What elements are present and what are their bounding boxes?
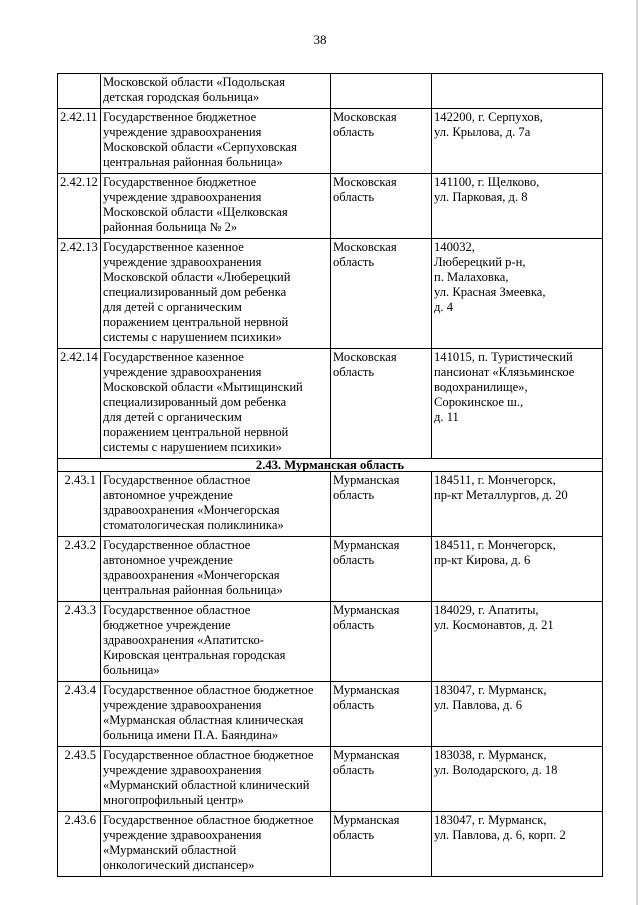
address-cell-line: 184511, г. Мончегорск,	[434, 473, 556, 487]
table-row	[58, 74, 603, 109]
region-cell	[331, 239, 432, 349]
region-cell	[331, 109, 432, 174]
address-cell	[432, 74, 603, 109]
institution-name-line: учреждение здравоохранения	[103, 763, 262, 777]
address-cell	[432, 682, 603, 747]
region-cell-line: Московская	[333, 110, 397, 124]
institution-name-line: учреждение здравоохранения	[103, 190, 262, 204]
address-cell-line: 141015, п. Туристический	[434, 350, 573, 364]
table-row	[58, 812, 603, 877]
address-cell-line: 183047, г. Мурманск,	[434, 813, 547, 827]
address-cell-line: ул. Красная Змеевка,	[434, 285, 546, 299]
region-cell-line: Московская	[333, 240, 397, 254]
region-cell	[331, 747, 432, 812]
institution-name	[101, 109, 331, 174]
institution-name-line: Московской области «Серпуховская	[103, 140, 297, 154]
institution-name-line: Московской области «Подольская	[103, 75, 286, 89]
table-row	[58, 174, 603, 239]
address-cell-line: ул. Космонавтов, д. 21	[434, 618, 554, 632]
region-cell	[331, 74, 432, 109]
institution-name-line: Государственное областное бюджетное	[103, 683, 314, 697]
institution-name-line: здравоохранения «Мончегорская	[103, 503, 280, 517]
address-cell-line: д. 4	[434, 300, 454, 314]
region-cell-line: Мурманская	[333, 538, 400, 552]
institution-name-line: для детей с органическим	[103, 300, 242, 314]
address-cell-line: пансионат «Клязьминское	[434, 365, 575, 379]
table-row	[58, 349, 603, 459]
institution-name-line: автономное учреждение	[103, 488, 233, 502]
region-cell	[331, 349, 432, 459]
address-cell	[432, 812, 603, 877]
institution-name-line: Государственное областное	[103, 603, 251, 617]
institution-name-line: бюджетное учреждение	[103, 618, 231, 632]
institution-name-line: специализированный дом ребенка	[103, 395, 287, 409]
address-cell-line: 140032,	[434, 240, 475, 254]
institution-name-line: детская городская больница»	[103, 90, 260, 104]
institution-name-line: больница имени П.А. Баяндина»	[103, 728, 279, 742]
table-row	[58, 472, 603, 537]
institution-name	[101, 239, 331, 349]
address-cell	[432, 349, 603, 459]
institution-name-line: учреждение здравоохранения	[103, 698, 262, 712]
region-cell-line: область	[333, 488, 375, 502]
row-number: 2.43.3	[58, 602, 101, 682]
institution-name	[101, 812, 331, 877]
address-cell-line: 142200, г. Серпухов,	[434, 110, 543, 124]
region-cell-line: Московская	[333, 175, 397, 189]
institution-name-line: поражением центральной нервной	[103, 425, 289, 439]
address-cell-line: 184029, г. Апатиты,	[434, 603, 539, 617]
institution-name-line: больница»	[103, 663, 160, 677]
address-cell	[432, 239, 603, 349]
institution-name-line: центральная районная больница»	[103, 583, 283, 597]
institution-name-line: «Мурманский областной	[103, 843, 237, 857]
table-row	[58, 747, 603, 812]
institution-name-line: Московской области «Мытищинский	[103, 380, 303, 394]
address-cell-line: ул. Володарского, д. 18	[434, 763, 558, 777]
institution-name	[101, 349, 331, 459]
institution-name-line: стоматологическая поликлиника»	[103, 518, 284, 532]
region-cell-line: область	[333, 553, 375, 567]
address-cell-line: Сорокинское ш.,	[434, 395, 524, 409]
institution-name	[101, 174, 331, 239]
institution-name-line: учреждение здравоохранения	[103, 125, 262, 139]
address-cell-line: ул. Парковая, д. 8	[434, 190, 528, 204]
moscow-region-rows	[58, 74, 603, 459]
region-cell-line: область	[333, 618, 375, 632]
region-cell-line: Мурманская	[333, 603, 400, 617]
institution-name	[101, 747, 331, 812]
page-edge-shadow	[636, 0, 638, 905]
row-number	[58, 74, 101, 109]
institution-name	[101, 537, 331, 602]
institution-name-line: Государственное областное	[103, 538, 251, 552]
row-number: 2.42.12	[58, 174, 101, 239]
address-cell-line: ул. Крылова, д. 7а	[434, 125, 531, 139]
address-cell	[432, 472, 603, 537]
section-header-row	[58, 459, 603, 472]
institution-name-line: онкологический диспансер»	[103, 858, 255, 872]
institution-name-line: Московской области «Люберецкий	[103, 270, 291, 284]
address-cell-line: Люберецкий р-н,	[434, 255, 526, 269]
institution-name-line: Московской области «Щелковская	[103, 205, 288, 219]
region-cell	[331, 174, 432, 239]
institution-name-line: Государственное областное бюджетное	[103, 748, 314, 762]
institution-name-line: системы с нарушением психики»	[103, 330, 282, 344]
murmansk-region-rows	[58, 472, 603, 877]
row-number: 2.43.2	[58, 537, 101, 602]
region-cell-line: область	[333, 698, 375, 712]
institution-name-line: здравоохранения «Мончегорская	[103, 568, 280, 582]
region-cell-line: Мурманская	[333, 748, 400, 762]
institution-name-line: Кировская центральная городская	[103, 648, 286, 662]
address-cell-line: водохранилище»,	[434, 380, 528, 394]
institution-name-line: учреждение здравоохранения	[103, 365, 262, 379]
table-row	[58, 682, 603, 747]
institution-name	[101, 74, 331, 109]
table-row	[58, 109, 603, 174]
region-cell-line: область	[333, 763, 375, 777]
row-number: 2.42.11	[58, 109, 101, 174]
address-cell	[432, 174, 603, 239]
institution-name-line: «Мурманская областная клиническая	[103, 713, 304, 727]
region-cell	[331, 602, 432, 682]
table-row	[58, 602, 603, 682]
address-cell-line: пр-кт Металлургов, д. 20	[434, 488, 568, 502]
address-cell-line: 141100, г. Щелково,	[434, 175, 540, 189]
address-cell	[432, 602, 603, 682]
institution-name-line: специализированный дом ребенка	[103, 285, 287, 299]
region-cell	[331, 682, 432, 747]
row-number: 2.42.14	[58, 349, 101, 459]
institution-name-line: для детей с органическим	[103, 410, 242, 424]
table-row	[58, 239, 603, 349]
institution-name	[101, 682, 331, 747]
address-cell	[432, 109, 603, 174]
region-cell-line: область	[333, 125, 375, 139]
address-cell-line: 184511, г. Мончегорск,	[434, 538, 556, 552]
address-cell-line: 183038, г. Мурманск,	[434, 748, 547, 762]
institution-name-line: районная больница № 2»	[103, 220, 238, 234]
institution-name-line: многопрофильный центр»	[103, 793, 244, 807]
institution-name-line: центральная районная больница»	[103, 155, 283, 169]
institution-name-line: Государственное казенное	[103, 350, 244, 364]
region-cell	[331, 537, 432, 602]
institution-name-line: учреждение здравоохранения	[103, 255, 262, 269]
institution-name	[101, 472, 331, 537]
address-cell-line: ул. Павлова, д. 6	[434, 698, 523, 712]
address-cell-line: пр-кт Кирова, д. 6	[434, 553, 531, 567]
region-cell-line: Мурманская	[333, 473, 400, 487]
institution-name-line: Государственное бюджетное	[103, 110, 257, 124]
page-number: 38	[313, 32, 327, 47]
address-cell	[432, 537, 603, 602]
institution-name-line: Государственное казенное	[103, 240, 244, 254]
institution-name-line: системы с нарушением психики»	[103, 440, 282, 454]
table-row	[58, 537, 603, 602]
institution-name-line: учреждение здравоохранения	[103, 828, 262, 842]
address-cell	[432, 747, 603, 812]
region-cell-line: Мурманская	[333, 683, 400, 697]
section-title: 2.43. Мурманская область	[58, 459, 603, 472]
institution-name	[101, 602, 331, 682]
region-cell-line: область	[333, 255, 375, 269]
region-cell	[331, 472, 432, 537]
row-number: 2.43.4	[58, 682, 101, 747]
institution-name-line: Государственное областное	[103, 473, 251, 487]
address-cell-line: д. 11	[434, 410, 459, 424]
institution-name-line: поражением центральной нервной	[103, 315, 289, 329]
region-cell-line: Московская	[333, 350, 397, 364]
address-cell-line: 183047, г. Мурманск,	[434, 683, 547, 697]
region-cell-line: область	[333, 365, 375, 379]
institution-name-line: «Мурманский областной клинический	[103, 778, 310, 792]
address-cell-line: ул. Павлова, д. 6, корп. 2	[434, 828, 566, 842]
address-cell-line: п. Малаховка,	[434, 270, 509, 284]
row-number: 2.43.6	[58, 812, 101, 877]
institution-name-line: Государственное областное бюджетное	[103, 813, 314, 827]
region-cell-line: Мурманская	[333, 813, 400, 827]
region-cell	[331, 812, 432, 877]
institution-name-line: здравоохранения «Апатитско-	[103, 633, 264, 647]
section-header-body	[58, 459, 603, 472]
row-number: 2.43.5	[58, 747, 101, 812]
institutions-table	[57, 73, 603, 877]
row-number: 2.42.13	[58, 239, 101, 349]
region-cell-line: область	[333, 190, 375, 204]
institution-name-line: автономное учреждение	[103, 553, 233, 567]
region-cell-line: область	[333, 828, 375, 842]
institution-name-line: Государственное бюджетное	[103, 175, 257, 189]
row-number: 2.43.1	[58, 472, 101, 537]
